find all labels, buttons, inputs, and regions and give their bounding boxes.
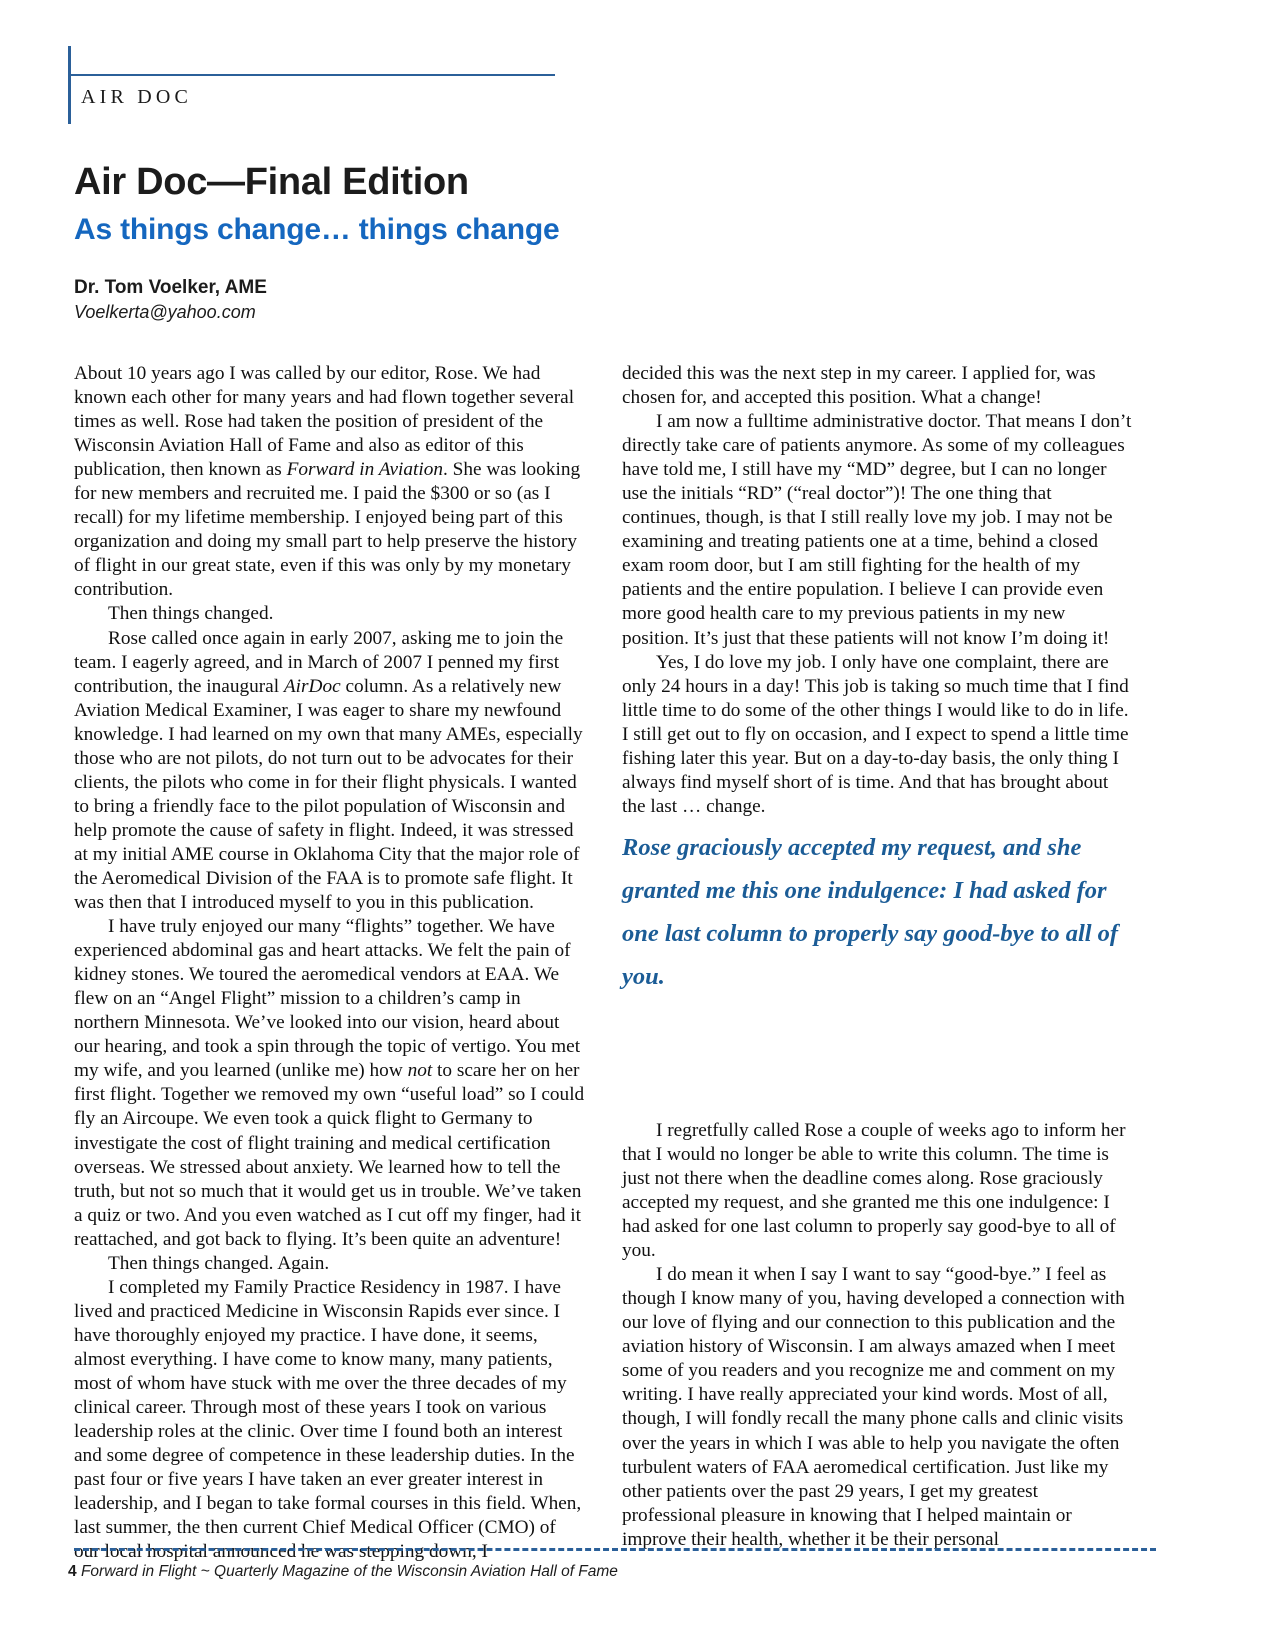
running-head-label: AIR DOC <box>81 86 193 108</box>
running-head <box>68 46 558 126</box>
emphasis-text: AirDoc <box>283 675 341 697</box>
footer-divider <box>74 1548 1156 1551</box>
pull-quote: Rose graciously accepted my request, and she granted me this one indulgence: I had asked for one last column to properly say good-bye to all of you. <box>622 834 1119 990</box>
body-paragraph: Then things changed. Again. <box>108 1252 330 1274</box>
body-paragraph: I regretfully called Rose a couple of weeks ago to inform her that I would no longer be able to write this column. The time is just not there when the deadline comes along. Rose graciously accepted my request, and she granted me this one indulgence: I had asked for one last column to properly say good-bye to all of you. <box>622 1119 1126 1262</box>
body-paragraph: Then things changed. <box>108 603 274 625</box>
emphasis-text: not <box>407 1060 433 1082</box>
body-paragraph: I am now a fulltime administrative doctor. That means I don’t directly take care of patients anymore. As some of my colleagues have told me, I still have my “MD” degree, but I can no longer use the initials “RD” (“real doctor”)! The one thing that continues, though, is that I still really love my job. I may not be examining and treating patients one at a time, behind a closed exam room door, but I am still fighting for the health of my patients and the entire population. I believe I can provide even more good health care to my previous patients in my new position. It’s just that these patients will not know I’m doing it! <box>622 411 1132 649</box>
title-block <box>74 160 774 324</box>
body-paragraph: Rose called once again in early 2007, asking me to join the team. I eagerly agreed, and in March of 2007 I penned my first contribution, the inaugural AirDoc column. As a relatively new Aviation Medical Examiner, I was eager to share my newfound knowledge. I had learned on my own that many AMEs, especially those who are not pilots, do not turn out to be advocates for their clients, the pilots who come in for their flight physicals. I wanted to bring a friendly face to the pilot population of Wisconsin and help promote the cause of safety in flight. Indeed, it was stressed at my initial AME course in Oklahoma City that the major role of the Aeromedical Division of the FAA is to promote safe flight. It was then that I introduced myself to you in this publication. <box>74 627 583 914</box>
body-paragraph: decided this was the next step in my career. I applied for, was chosen for, and accepted this position. What a change! <box>622 363 1096 409</box>
body-column-left <box>74 362 586 1564</box>
author-byline: Dr. Tom Voelker, AME <box>74 277 267 298</box>
body-column-right-bottom <box>622 1119 1134 1552</box>
publication-info: Forward in Flight ~ Quarterly Magazine of the Wisconsin Aviation Hall of Fame <box>80 1563 618 1580</box>
body-column-right-top <box>622 362 1134 819</box>
running-head-vertical-rule <box>68 46 71 124</box>
running-head-horizontal-rule <box>68 74 555 76</box>
body-paragraph: I have truly enjoyed our many “flights” together. We have experienced abdominal gas and heart attacks. We felt the pain of kidney stones. We toured the aeromedical vendors at EAA. We flew on an “Angel Flight” mission to a children’s camp in northern Minnesota. We’ve looked into our vision, heard about our hearing, and took a spin through the topic of vertigo. You met my wife, and you learned (unlike me) how not to scare her on her first flight. Together we removed my own “useful load” so I could fly an Aircoupe. We even took a quick flight to Germany to investigate the cost of flight training and medical certification overseas. We stressed about anxiety. We learned how to tell the truth, but not so much that it would get us in trouble. We’ve taken a quiz or two. And you even watched as I cut off my finger, had it reattached, and got back to flying. It’s been quite an adventure! <box>74 916 585 1250</box>
body-paragraph: I completed my Family Practice Residency in 1987. I have lived and practiced Medicine in Wisconsin Rapids ever since. I have thoroughly enjoyed my practice. I have done, it seems, almost everything. I have come to know many, many patients, most of whom have stuck with me over the three decades of my clinical career. Through most of these years I took on various leadership roles at the clinic. Over time I found both an interest and some degree of competence in these leadership duties. In the past four or five years I have taken an ever greater interest in leadership, and I began to take formal courses in this field. When, last summer, the then current Chief Medical Officer (CMO) of our local hospital announced he was stepping down, I <box>74 1276 582 1563</box>
emphasis-text: Forward in Aviation <box>286 459 443 481</box>
body-paragraph: Yes, I do love my job. I only have one complaint, there are only 24 hours in a day! This job is taking so much time that I find little time to do some of the other things I would like to do in life. I still get out to fly on occasion, and I expect to spend a little time fishing later this year. But on a day-to-day basis, the only thing I always find myself short of is time. And that has brought about the last … change. <box>622 651 1129 817</box>
footer <box>68 1562 618 1582</box>
body-paragraph: About 10 years ago I was called by our editor, Rose. We had known each other for many years and had flown together several times as well. Rose had taken the position of president of the Wisconsin Aviation Hall of Fame and also as editor of this publication, then known as Forward in Aviation. She was looking for new members and recruited me. I paid the $300 or so (as I recall) for my lifetime membership. I enjoyed being part of this organization and doing my small part to help preserve the history of flight in our great state, even if this was only by my monetary contribution. <box>74 363 581 601</box>
article-headline: Air Doc—Final Edition <box>74 161 469 203</box>
article-subhead: As things change… things change <box>74 213 560 246</box>
body-paragraph: I do mean it when I say I want to say “good-bye.” I feel as though I know many of you, having developed a connection with our love of flying and our connection to this publication and the aviation history of Wisconsin. I am always amazed when I meet some of you readers and you recognize me and comment on my writing. I have really appreciated your kind words. Most of all, though, I will fondly recall the many phone calls and clinic visits over the years in which I was able to help you navigate the often turbulent waters of FAA aeromedical certification. Just like my other patients over the past 29 years, I get my greatest professional pleasure in knowing that I helped maintain or improve their health, whether it be their personal <box>622 1264 1125 1550</box>
page-number: 4 <box>68 1563 77 1580</box>
author-email: Voelkerta@yahoo.com <box>74 302 256 322</box>
